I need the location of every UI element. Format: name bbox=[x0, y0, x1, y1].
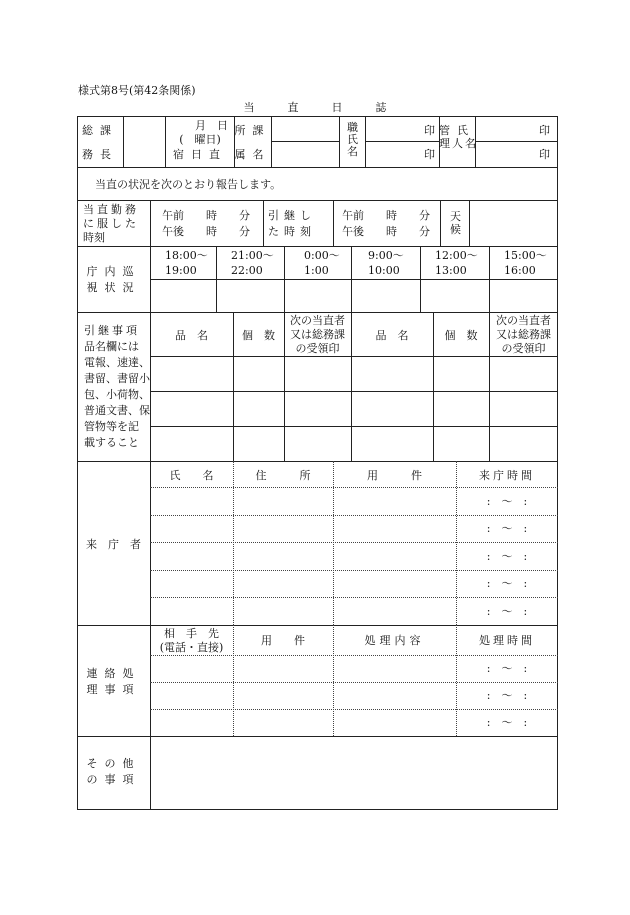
duty-time-label: 当直勤務 bbox=[83, 203, 139, 216]
contact-col-party-2: (電話・直接) bbox=[159, 641, 224, 654]
patrol-slot-3-to: 1:00 bbox=[304, 264, 329, 277]
contact-col-handling: 処理内容 bbox=[364, 634, 425, 647]
handover-items-label-4: 書留、書留小 bbox=[84, 372, 150, 385]
patrol-slot-4-to: 10:00 bbox=[368, 264, 400, 277]
col-receipt-right-2: 又は総務課 bbox=[496, 328, 551, 341]
col-item-name-left: 品 名 bbox=[175, 329, 208, 342]
patrol-label: 庁内巡 bbox=[86, 265, 141, 278]
patrol-slot-2-to: 22:00 bbox=[231, 264, 263, 277]
visitor-col-address: 住 所 bbox=[255, 469, 311, 482]
chief-seal-box[interactable] bbox=[124, 117, 164, 166]
handover-items-label: 引継事項 bbox=[84, 324, 140, 337]
patrol-check-2[interactable] bbox=[217, 280, 283, 311]
contact-time-3[interactable]: : ～ : bbox=[486, 716, 528, 729]
handover-items-label-5: 包、小荷物、 bbox=[84, 388, 150, 401]
col-item-name-right: 品 名 bbox=[375, 329, 409, 342]
manager-label: 管氏 bbox=[439, 124, 475, 137]
duty-pm-time[interactable]: 午後 時 分 bbox=[162, 225, 250, 238]
manager-label-2: 理人名 bbox=[439, 137, 478, 150]
patrol-check-6[interactable] bbox=[490, 280, 557, 311]
visitors-label: 来 庁 者 bbox=[86, 538, 141, 551]
other-label-2: の事項 bbox=[86, 773, 141, 786]
handover-am-time[interactable]: 午前 時 分 bbox=[342, 209, 430, 222]
patrol-slot-2-from: 21:00～ bbox=[231, 249, 274, 262]
other-label: その他 bbox=[86, 757, 141, 770]
handover-pm-time[interactable]: 午後 時 分 bbox=[342, 225, 430, 238]
visitor-time-3[interactable]: : ～ : bbox=[486, 550, 528, 563]
visitor-time-1[interactable]: : ～ : bbox=[486, 495, 528, 508]
patrol-slot-6-from: 15:00～ bbox=[504, 249, 547, 262]
col-receipt-left-2: 又は総務課 bbox=[290, 328, 345, 341]
department-field-1[interactable] bbox=[272, 117, 338, 140]
patrol-check-5[interactable] bbox=[421, 280, 488, 311]
department-label: 所課 bbox=[234, 124, 271, 137]
weather-label: 天候 bbox=[450, 210, 461, 236]
general-affairs-chief-label-2: 務長 bbox=[82, 148, 118, 161]
contact-col-party: 相 手 先 bbox=[164, 627, 219, 640]
contact-col-matter: 用 件 bbox=[261, 634, 305, 647]
contacts-label-2: 理事項 bbox=[86, 683, 141, 696]
visitor-time-5[interactable]: : ～ : bbox=[486, 605, 528, 618]
page-title: 当 直 日 誌 bbox=[243, 101, 387, 114]
visitor-col-time: 来庁時間 bbox=[479, 469, 535, 482]
handover-items-label-3: 電報、速達、 bbox=[84, 356, 150, 369]
patrol-label-2: 視状況 bbox=[86, 281, 141, 294]
duty-time-label-3: 時刻 bbox=[83, 231, 105, 244]
patrol-slot-5-to: 13:00 bbox=[435, 264, 467, 277]
col-receipt-left: 次の当直者 bbox=[290, 314, 345, 327]
contact-col-time: 処理時間 bbox=[479, 634, 535, 647]
patrol-check-1[interactable] bbox=[151, 280, 215, 311]
staff-name-label: 職氏名 bbox=[347, 121, 358, 158]
col-count-left: 個 数 bbox=[242, 329, 275, 342]
manager-seal-1: 印 bbox=[539, 124, 550, 137]
visitor-time-2[interactable]: : ～ : bbox=[486, 522, 528, 535]
manager-seal-2: 印 bbox=[539, 148, 550, 161]
weather-field[interactable] bbox=[470, 201, 557, 245]
patrol-slot-4-from: 9:00～ bbox=[368, 249, 404, 262]
staff-seal-2: 印 bbox=[424, 148, 435, 161]
report-statement: 当直の状況を次のとおり報告します。 bbox=[95, 178, 282, 191]
department-label-2: 属名 bbox=[234, 148, 271, 161]
col-receipt-right-3: の受領印 bbox=[501, 342, 546, 355]
duty-time-label-2: に服した bbox=[83, 217, 139, 230]
contact-time-2[interactable]: : ～ : bbox=[486, 689, 528, 702]
patrol-check-3[interactable] bbox=[285, 280, 350, 311]
handover-items-label-7: 管物等を記 bbox=[84, 420, 139, 433]
general-affairs-chief-label: 総課 bbox=[82, 124, 118, 137]
patrol-slot-1-from: 18:00～ bbox=[165, 249, 208, 262]
contacts-label: 連絡処 bbox=[86, 667, 141, 680]
other-notes-field[interactable] bbox=[151, 737, 557, 809]
handover-time-label-2: た時刻 bbox=[268, 225, 316, 238]
patrol-slot-5-from: 12:00～ bbox=[435, 249, 478, 262]
visitor-col-name: 氏 名 bbox=[169, 469, 214, 482]
department-field-2[interactable] bbox=[272, 142, 338, 166]
staff-seal-1: 印 bbox=[424, 124, 435, 137]
patrol-check-4[interactable] bbox=[352, 280, 419, 311]
form-number: 様式第8号(第42条関係) bbox=[78, 84, 196, 97]
night-day-duty-label: 宿日直 bbox=[173, 148, 227, 161]
col-receipt-right: 次の当直者 bbox=[496, 314, 551, 327]
col-count-right: 個 数 bbox=[444, 329, 478, 342]
handover-items-label-8: 載すること bbox=[84, 436, 139, 449]
handover-time-label: 引継し bbox=[268, 209, 316, 222]
duty-am-time[interactable]: 午前 時 分 bbox=[162, 209, 250, 222]
visitor-time-4[interactable]: : ～ : bbox=[486, 577, 528, 590]
col-receipt-left-3: の受領印 bbox=[295, 342, 340, 355]
date-month-day: 月 日 bbox=[195, 119, 228, 132]
contact-time-1[interactable]: : ～ : bbox=[486, 662, 528, 675]
date-weekday: ( 曜日) bbox=[179, 133, 221, 146]
patrol-slot-6-to: 16:00 bbox=[504, 264, 536, 277]
handover-items-label-2: 品名欄には bbox=[84, 340, 139, 353]
patrol-slot-3-from: 0:00～ bbox=[304, 249, 340, 262]
patrol-slot-1-to: 19:00 bbox=[165, 264, 197, 277]
visitor-col-business: 用 件 bbox=[367, 469, 422, 482]
handover-items-label-6: 普通文書、保 bbox=[84, 404, 150, 417]
